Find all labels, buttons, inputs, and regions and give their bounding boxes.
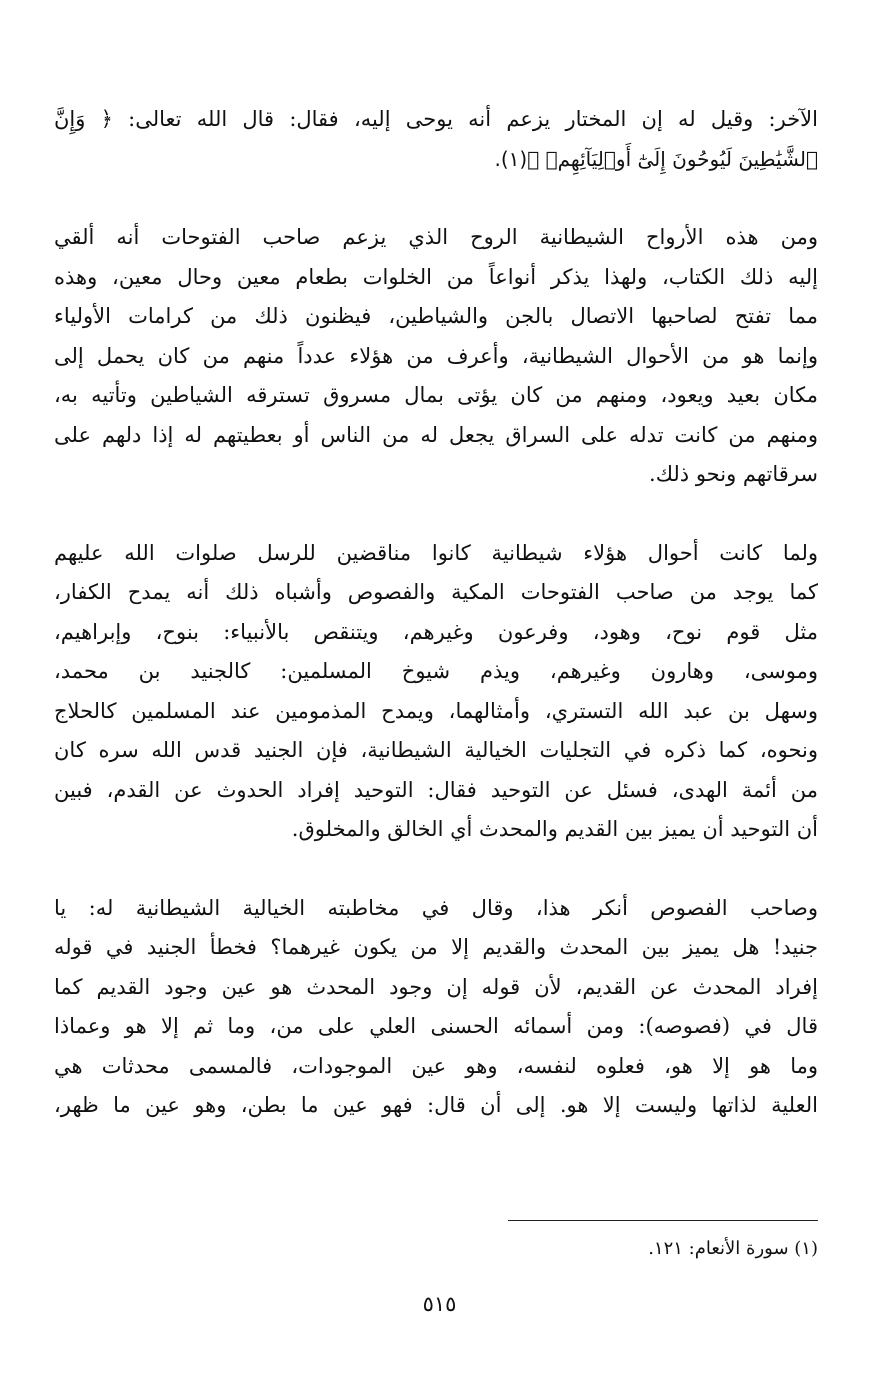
text-line: العلية لذاتها وليست إلا هو. إلى أن قال: فهو عين ما بطن، وهو عين ما ظهر، <box>54 1093 818 1117</box>
text-line: أن التوحيد أن يميز بين القديم والمحدث أي الخالق والمخلوق. <box>291 817 818 841</box>
text-line: ومن هذه الأرواح الشيطانية الروح الذي يزعم صاحب الفتوحات أنه ألقي <box>54 225 818 249</box>
text-line: وموسى، وهارون وغيرهم، ويذم شيوخ المسلمين: كالجنيد بن محمد، <box>54 659 818 683</box>
text-line: وما هو إلا هو، فعلوه لنفسه، وهو عين الموجودات، فالمسمى محدثات هي <box>54 1053 818 1078</box>
paragraph-4 <box>54 889 818 1126</box>
text-line: وإنما هو من الأحوال الشيطانية، وأعرف من هؤلاء عدداً منهم من كان يحمل إلى <box>54 343 818 368</box>
text-line: جنيد! هل يميز بين المحدث والقديم إلا من يكون غيرهما؟ فخطأ الجنيد في قوله <box>54 935 818 959</box>
paragraph-3 <box>54 534 818 850</box>
text-line: وسهل بن عبد الله التستري، وأمثالهما، ويمدح المذمومين عند المسلمين كالحلاج <box>54 698 818 723</box>
quran-verse-line: ٱلشَّيَٰطِينَ لَيُوحُونَ إِلَىٰٓ أَوۡلِيَآئِهِمۡ ﴾(١). <box>494 146 818 171</box>
text-line: الآخر: وقيل له إن المختار يزعم أنه يوحى إليه، فقال: قال الله تعالى: ﴿ وَإِنَّ <box>54 107 818 131</box>
text-line: مما تفتح لصاحبها الاتصال بالجن والشياطين، فيظنون ذلك من كرامات الأولياء <box>54 304 818 328</box>
text-line: قال في (فصوصه): ومن أسمائه الحسنى العلي على من، وما ثم إلا هو وعماذا <box>54 1014 818 1038</box>
page-number: ٥١٥ <box>422 1292 457 1316</box>
text-line: إفراد المحدث عن القديم، لأن قوله إن وجود المحدث هو عين وجود القديم كما <box>54 974 818 999</box>
text-line: مثل قوم نوح، وهود، وفرعون وغيرهم، ويتنقص بالأنبياء: بنوح، وإبراهيم، <box>54 619 818 644</box>
text-line: كما يوجد من صاحب الفتوحات المكية والفصوص وأشباه ذلك أنه يمدح الكفار، <box>54 580 818 604</box>
footnote-divider <box>508 1220 818 1221</box>
text-line: ومنهم من كانت تدله على السراق يجعل له من الناس أو بعطيتهم له إذا دلهم على <box>54 422 818 447</box>
text-line: ونحوه، كما ذكره في التجليات الخيالية الشيطانية، فإن الجنيد قدس الله سره كان <box>54 738 818 762</box>
text-line: إليه ذلك الكتاب، ولهذا يذكر أنواعاً من الخلوات بطعام معين وحال معين، وهذه <box>54 264 818 289</box>
footnote: (١) سورة الأنعام: ١٢١. <box>648 1238 818 1259</box>
text-line: ولما كانت أحوال هؤلاء شيطانية كانوا مناقضين للرسل صلوات الله عليهم <box>54 540 818 565</box>
text-line: من أئمة الهدى، فسئل عن التوحيد فقال: التوحيد إفراد الحدوث عن القدم، فبين <box>54 777 818 802</box>
paragraph-1 <box>54 100 818 179</box>
paragraph-2 <box>54 218 818 495</box>
text-line: مكان بعيد ويعود، ومنهم من كان يؤتى بمال مسروق تسترقه الشياطين وتأتيه به، <box>54 383 818 407</box>
page-body <box>54 100 818 1126</box>
text-line: وصاحب الفصوص أنكر هذا، وقال في مخاطبته الخيالية الشيطانية له: يا <box>54 895 818 920</box>
text-line: سرقاتهم ونحو ذلك. <box>649 462 818 486</box>
